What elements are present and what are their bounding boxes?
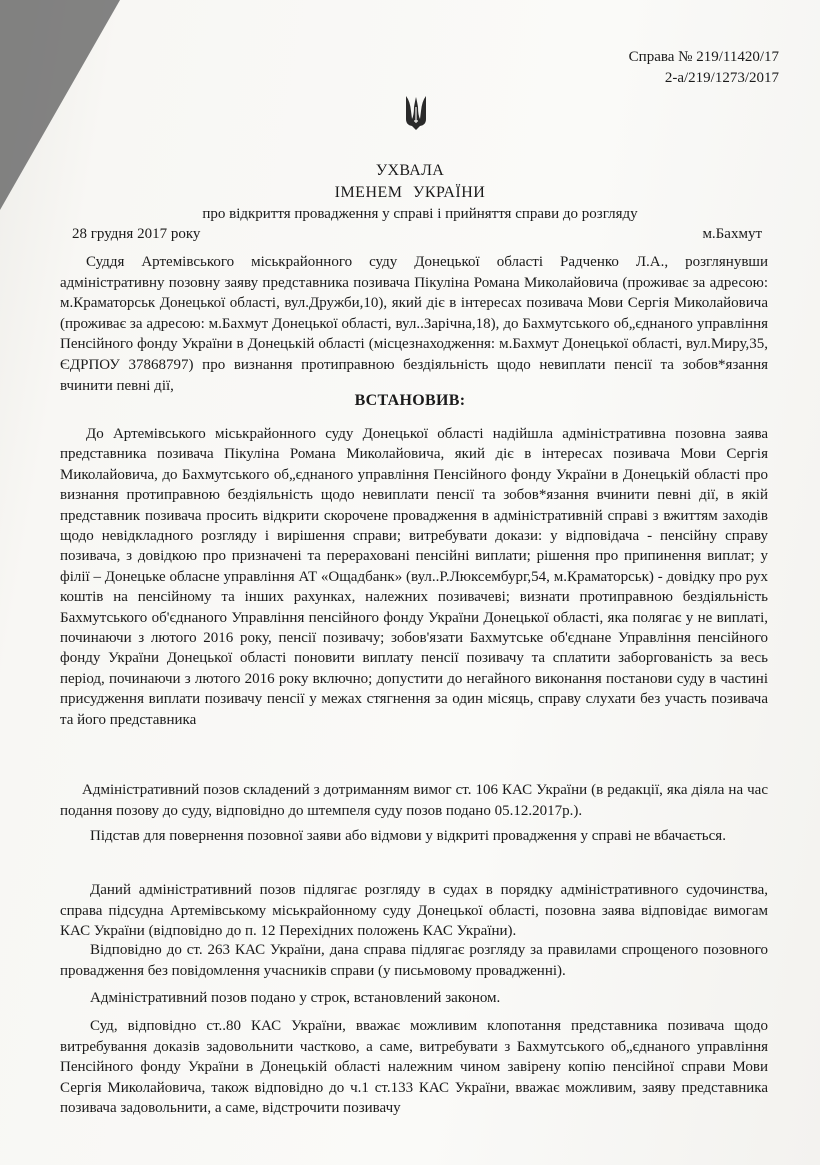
- case-numbers: [629, 47, 779, 89]
- case-number-1: Справа № 219/11420/17: [628, 49, 779, 65]
- evidence-paragraph: Суд, відповідно ст..80 КАС України, вважає можливим клопотання представника позивача щодо витребування доказів задовольнити частково, а саме, витребувати з Бахмутського об„єднаного управління Пенсійного фонду України в Донецькій області належним чином завірену копію пенсійної справи Мови Сергія Миколайовича, також відповідно до ч.1 ст.133 КАС України, вважає можливим, заяву представника позивача задовольнити, а саме, відстрочити позивачу: [60, 1018, 768, 1117]
- trident-emblem-icon: [402, 93, 430, 131]
- dateline: [72, 226, 762, 243]
- document-purpose: про відкриття провадження у справі і прийняття справи до розгляду: [202, 206, 638, 222]
- document-place: м.Бахмут: [702, 226, 762, 242]
- document-title: УХВАЛА: [375, 162, 445, 179]
- section-heading: ВСТАНОВИВ:: [354, 392, 466, 409]
- claim-paragraph: До Артемівського міськрайонного суду Донецької області надійшла адміністративна позовна заява представника позивача Пікуліна Романа Миколайовича, який діє в інтересах позивача Мови Сергія Миколайовича, до Бахмутського об„єднаного управління Пенсійного фонду України в Донецькій області про визнання протиправною бездіяльність щодо невиплати пенсії та зобов*язання вчинити певні дії, в якій представник позивача просить відкрити скорочене провадження в адміністративній справі з вжиттям заходів щодо невідкладного розгляду і вирішення справи; витребувати докази: у відповідача - пенсійну справу позивача, з довідкою про призначені та перераховані пенсійні виплати; рішення про припинення виплат; у філії – Донецьке обласне управління АТ «Ощадбанк» (вул..Р.Люксембург,54, м.Краматорськ) - довідку про рух коштів на пенсійному та інших рахунках, належних позивачеві; визнати протиправною бездіяльність Бахмутського об'єднаного Управління пенсійного фонду України Донецької області, яка полягає у не виплаті, починаючи з лютого 2016 року, пенсії позивачу; зобов'язати Бахмутське об'єднане Управління пенсійного фонду України Донецької області поновити виплату пенсії позивачу та сплатити заборгованість за весь період, починаючи з лютого 2016 року включно; допустити до негайного виконання постанови суду в частині присудження виплати позивачу пенсії у межах стягнення за один місяць, справу слухати без участь позивача та його представника: [60, 426, 768, 728]
- case-number-2: 2-а/219/1273/2017: [664, 70, 779, 86]
- document-subtitle: ІМЕНЕМ УКРАЇНИ: [334, 184, 486, 201]
- document-date: 28 грудня 2017 року: [72, 226, 201, 242]
- jurisdiction-paragraph: Даний адміністративний позов підлягає розгляду в судах в порядку адміністративного судочинства, справа підсудна Артемівському міськрайонному суду Донецької області, позовна заява відповідає вимогам КАС України (відповідно до п. 12 Перехідних положень КАС України).: [60, 882, 768, 939]
- compliance-paragraph: Адміністративний позов складений з дотриманням вимог ст. 106 КАС України (в редакції, яка діяла на час подання позову до суду, відповідно до штемпеля суду позов подано 05.12.2017р.).: [60, 782, 768, 819]
- term-paragraph: Адміністративний позов подано у строк, встановлений законом.: [90, 990, 501, 1006]
- no-grounds-paragraph: Підстав для повернення позовної заяви або відмови у відкриті провадження у справі не вбачається.: [90, 828, 726, 844]
- simplified-procedure-paragraph: Відповідно до ст. 263 КАС України, дана справа підлягає розгляду за правилами спрощеного позовного провадження без повідомлення учасників справи (у письмовому провадженні).: [60, 942, 768, 979]
- intro-paragraph: Суддя Артемівського міськрайонного суду Донецької області Радченко Л.А., розглянувши адміністративну позовну заяву представника позивача Пікуліна Романа Миколайовича (проживає за адресою: м.Краматорськ Донецької області, вул.Дружби,10), який діє в інтересах позивача Мови Сергія Миколайовича (проживає за адресою: м.Бахмут Донецької області, вул..Зарічна,18), до Бахмутського об„єднаного управління Пенсійного фонду України в Донецькій області (місцезнаходження: м.Бахмут Донецької області, вул.Миру,35, ЄДРПОУ 37868797) про визнання протиправною бездіяльність щодо невиплати пенсії та зобов*язання вчинити певні дії,: [60, 254, 768, 394]
